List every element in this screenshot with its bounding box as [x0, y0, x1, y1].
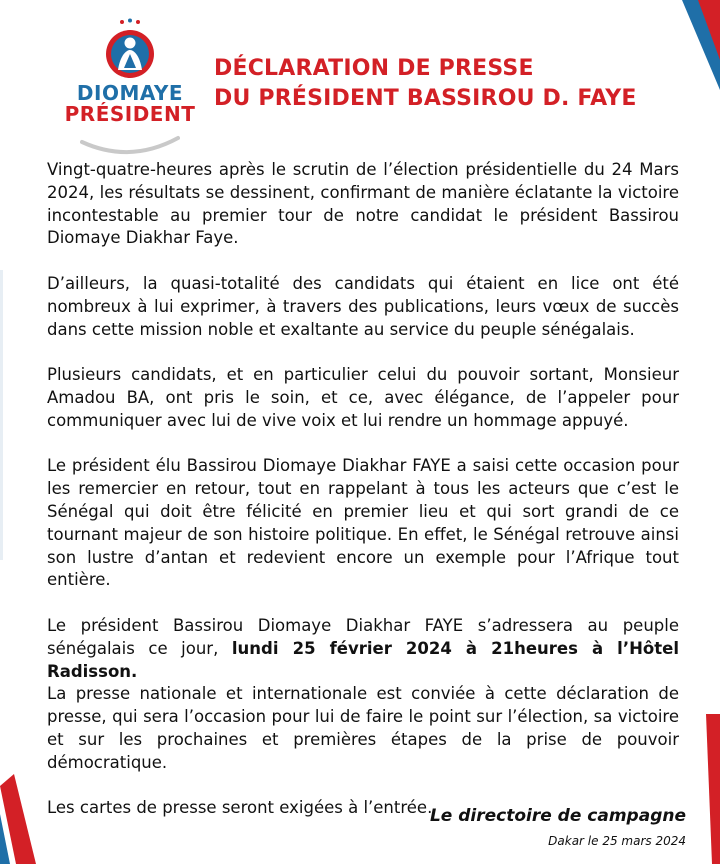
paragraph-thanks: Le président élu Bassirou Diomaye Diakhar FAYE a saisi cette occasion pour les remercier en retour, tout en rappelant à tous les acteurs que c’est le Sénégal qui doit être félicité en premier lieu et qui sort grandi de ce tournant majeur de son histoire politique. En effet, le Sénégal retrouve ainsi son lustre d’antan et redevient encore un exemple pour l’Afrique tout entière. [47, 456, 679, 590]
logo-swoosh [80, 130, 180, 160]
signature-name: Le directoire de campagne [429, 806, 686, 826]
paragraph-press-invitation: La presse nationale et internationale est conviée à cette déclaration de presse, qui sera l’occasion pour lui de faire le point sur l’élection, sa victoire et sur les prochaines et premières étapes de la prise de pouvoir démocratique. [47, 684, 679, 772]
paragraph-address-announcement [47, 615, 679, 683]
press-release-body [47, 159, 679, 843]
page-title-line1: DÉCLARATION DE PRESSE [214, 56, 534, 81]
paragraph-outgoing-power: Plusieurs candidats, et en particulier celui du pouvoir sortant, Monsieur Amadou BA, ont pris le soin, et ce, avec élégance, de l’appeler pour communiquer avec lui de vive voix et lui rendre un hommage appuyé. [47, 365, 679, 430]
signature-date: Dakar le 25 mars 2024 [548, 834, 686, 848]
paragraph-press-cards: Les cartes de presse seront exigées à l’entrée. [47, 798, 433, 818]
event-date-location: lundi 25 février 2024 à 21heures à l’Hôtel Radisson. [47, 638, 679, 681]
paragraph-results: Vingt-quatre-heures après le scrutin de l’élection présidentielle du 24 Mars 2024, les résultats se dessinent, confirmant de manière éclatante la victoire incontestable au premier tour de notre candidat le président Bassirou Diomaye Diakhar Faye. [47, 160, 679, 248]
logo-line-diomaye: DIOMAYE [76, 81, 184, 105]
left-edge-stripes [0, 270, 10, 560]
bottom-right-stripes [680, 714, 720, 864]
paragraph-candidates-wishes: D’ailleurs, la quasi-totalité des candidats qui étaient en lice ont été nombreux à lui exprimer, à travers des publications, leurs vœux de succès dans cette mission noble et exaltante au service du peuple sénégalais. [47, 273, 679, 339]
bottom-left-stripes [0, 774, 40, 864]
logo-line-president: PRÉSIDENT [64, 102, 196, 126]
campaign-logo [62, 18, 198, 158]
address-text: Le président Bassirou Diomaye Diakhar FAYE s’adressera au peuple sénégalais ce jour, [47, 615, 679, 658]
page-title-line2: DU PRÉSIDENT BASSIROU D. FAYE [214, 86, 637, 111]
logo-emblem-icon [100, 18, 160, 80]
